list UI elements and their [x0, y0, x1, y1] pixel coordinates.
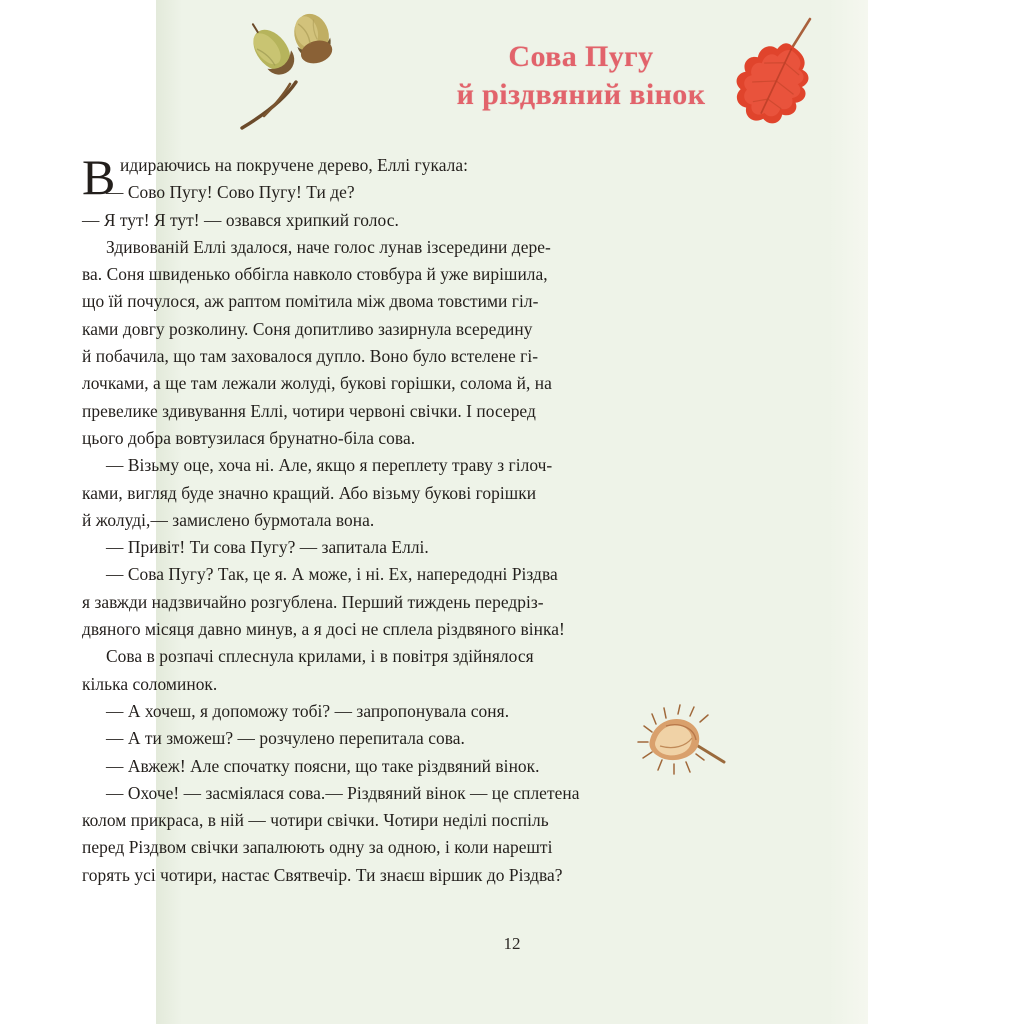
text-line: Сова в розпачі сплеснула крилами, і в повітря здійнялося — [106, 646, 534, 667]
text-line: — Сова Пугу? Так, це я. А може, і ні. Ех, напередодні Різдва — [106, 564, 558, 585]
text-line: горять усі чотири, настає Святвечір. Ти знаєш віршик до Різдва? — [82, 864, 563, 885]
red-oak-leaf-icon — [716, 8, 856, 138]
title-line-1: Сова Пугу — [508, 40, 654, 73]
text-line: — Сово Пугу! Сово Пугу! Ти де? — [106, 182, 355, 203]
text-line: Здивованій Еллі здалося, наче голос лунав ізсередини дере- — [106, 236, 551, 257]
text-line: — Привіт! Ти сова Пугу? — запитала Еллі. — [106, 537, 429, 558]
text-line: колом прикраса, в ній — чотири свічки. Чотири неділі поспіль — [82, 810, 549, 831]
acorn-pair-icon — [234, 8, 374, 136]
text-line: — Я тут! Я тут! — озвався хрипкий голос. — [82, 209, 399, 230]
text-line: — Візьму оце, хоча ні. Але, якщо я переплету траву з гілоч- — [106, 455, 553, 476]
text-line: кілька соломинок. — [82, 673, 218, 694]
text-line: двяного місяця давно минув, а я досі не сплела різдвяного вінка! — [82, 619, 565, 640]
text-line: — А хочеш, я допоможу тобі? — запропонувала соня. — [106, 700, 510, 721]
text-line: превелике здивування Еллі, чотири червоні свічки. І посеред — [82, 400, 536, 421]
text-line: — Охоче! — засміялася сова.— Різдвяний вінок — це сплетена — [106, 782, 580, 803]
text-line: ва. Соня швиденько оббігла навколо стовбура й уже вирішила, — [82, 264, 548, 285]
text-line: ками довгу розколину. Соня допитливо зазирнула всередину — [82, 318, 533, 339]
text-line: ками, вигляд буде значно кращий. Або візьму букові горішки — [82, 482, 537, 503]
text-line: идираючись на покручене дерево, Еллі гукала: — [120, 155, 469, 175]
page-title — [416, 38, 746, 115]
text-line: й побачила, що там заховалося дупло. Воно було встелене гі- — [82, 346, 539, 367]
text-line: — Авжеж! Але спочатку поясни, що таке різдвяний вінок. — [106, 755, 540, 776]
text-line: — А ти зможеш? — розчулено перепитала сова. — [106, 728, 465, 749]
text-line: що їй почулося, аж раптом помітила між двома товстими гіл- — [82, 291, 539, 312]
text-line: перед Різдвом свічки запалюють одну за одною, і коли нарешті — [82, 837, 553, 858]
drop-cap: В — [82, 149, 116, 205]
body-text — [82, 149, 654, 889]
text-line: я завжди надзвичайно розгублена. Перший тиждень передріз- — [82, 591, 544, 612]
text-line: й жолуді,— замислено бурмотала вона. — [82, 509, 375, 530]
page-header-band — [156, 0, 868, 150]
text-line: цього добра вовтузилася брунатно-біла сова. — [82, 427, 416, 448]
title-line-2: й різдвяний вінок — [456, 78, 706, 112]
page-number: 12 — [503, 934, 521, 953]
text-line: лочками, а ще там лежали жолуді, букові горішки, солома й, на — [82, 373, 552, 394]
